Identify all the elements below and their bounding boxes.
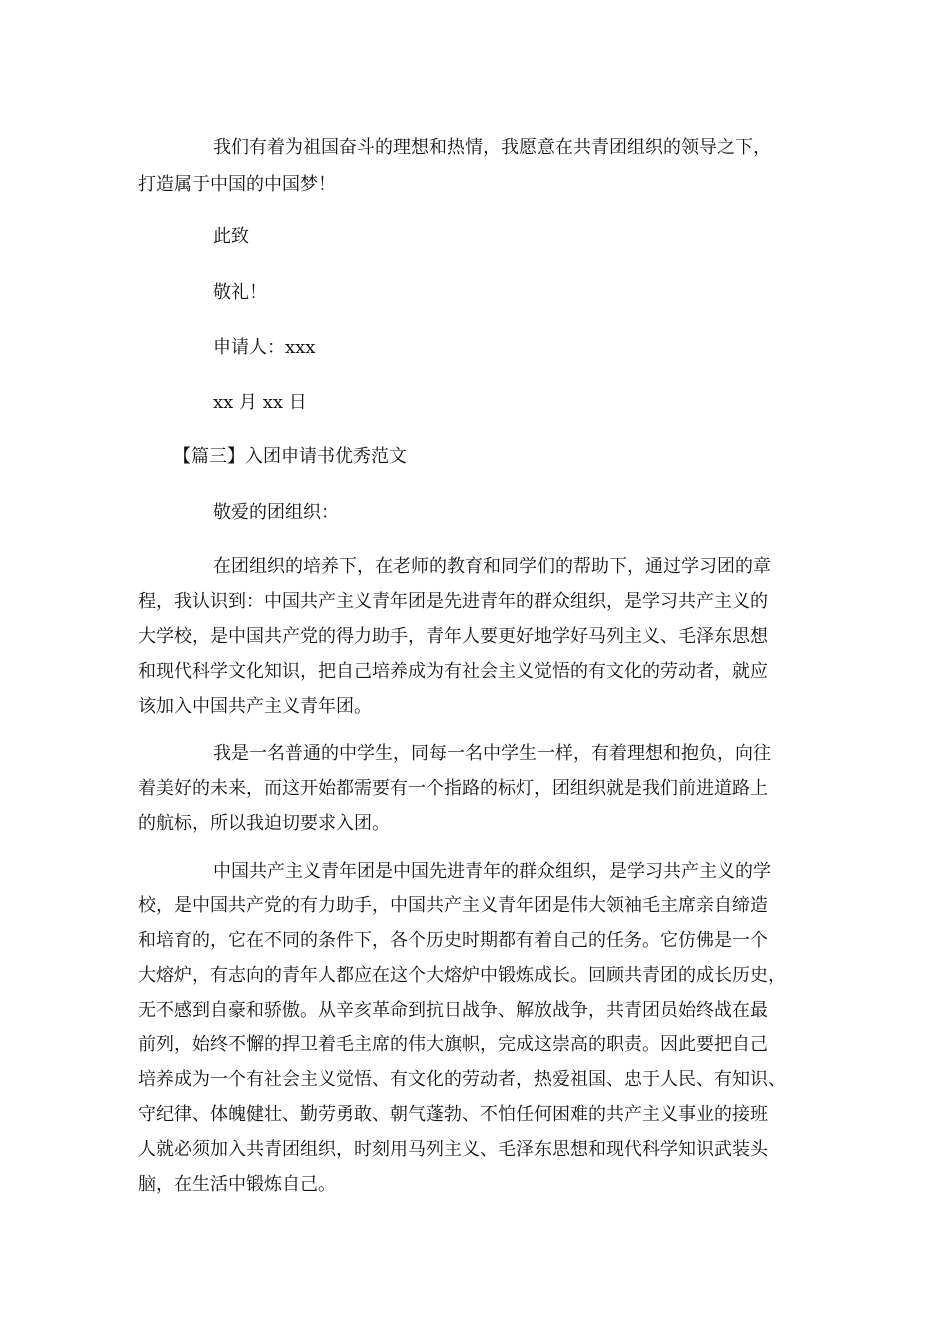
applicant-signature: 申请人：xxx — [213, 337, 316, 358]
paragraph-3-line-3: 的航标，所以我迫切要求入团。 — [138, 813, 390, 834]
paragraph-4-line-5: 无不感到自豪和骄傲。从辛亥革命到抗日战争、解放战争，共青团员始终战在最 — [138, 1000, 768, 1021]
closing-greeting-2: 敬礼！ — [213, 282, 267, 303]
paragraph-3-line-2: 着美好的未来，而这开始都需要有一个指路的标灯，团组织就是我们前进道路上 — [138, 778, 768, 799]
salutation: 敬爱的团组织： — [213, 502, 339, 523]
paragraph-4-line-9: 人就必须加入共青团组织，时刻用马列主义、毛泽东思想和现代科学知识武装头 — [138, 1139, 768, 1160]
paragraph-4-line-1: 中国共产主义青年团是中国先进青年的群众组织，是学习共产主义的学 — [213, 861, 771, 882]
paragraph-3-line-1: 我是一名普通的中学生，同每一名中学生一样，有着理想和抱负，向往 — [213, 743, 771, 764]
paragraph-4-line-4: 大熔炉，有志向的青年人都应在这个大熔炉中锻炼成长。回顾共青团的成长历史， — [138, 965, 786, 986]
paragraph-4-line-8: 守纪律、体魄健壮、勤劳勇敢、朝气蓬勃、不怕任何困难的共产主义事业的接班 — [138, 1104, 768, 1125]
paragraph-2-line-5: 该加入中国共产主义青年团。 — [138, 696, 372, 717]
application-date: xx 月 xx 日 — [213, 392, 307, 413]
closing-greeting-1: 此致 — [213, 226, 249, 247]
paragraph-2-line-4: 和现代科学文化知识，把自己培养成为有社会主义觉悟的有文化的劳动者，就应 — [138, 661, 768, 682]
paragraph-4-line-3: 和培育的，它在不同的条件下，各个历史时期都有着自己的任务。它仿佛是一个 — [138, 930, 768, 951]
paragraph-2-line-3: 大学校，是中国共产党的得力助手，青年人要更好地学好马列主义、毛泽东思想 — [138, 626, 768, 647]
paragraph-4-line-7: 培养成为一个有社会主义觉悟、有文化的劳动者，热爱祖国、忠于人民、有知识、 — [138, 1069, 786, 1090]
paragraph-4-line-2: 校，是中国共产党的有力助手，中国共产主义青年团是伟大领袖毛主席亲自缔造 — [138, 895, 768, 916]
paragraph-2-line-2: 程，我认识到：中国共产主义青年团是先进青年的群众组织，是学习共产主义的 — [138, 591, 768, 612]
paragraph-1-line-1: 我们有着为祖国奋斗的理想和热情，我愿意在共青团组织的领导之下， — [213, 137, 771, 158]
section-heading: 【篇三】入团申请书优秀范文 — [173, 446, 407, 467]
paragraph-4-line-6: 前列，始终不懈的捍卫着毛主席的伟大旗帜，完成这崇高的职责。因此要把自己 — [138, 1034, 768, 1055]
paragraph-2-line-1: 在团组织的培养下，在老师的教育和同学们的帮助下，通过学习团的章 — [213, 556, 771, 577]
paragraph-4-line-10: 脑，在生活中锻炼自己。 — [138, 1174, 336, 1195]
paragraph-1-line-2: 打造属于中国的中国梦！ — [138, 174, 336, 195]
